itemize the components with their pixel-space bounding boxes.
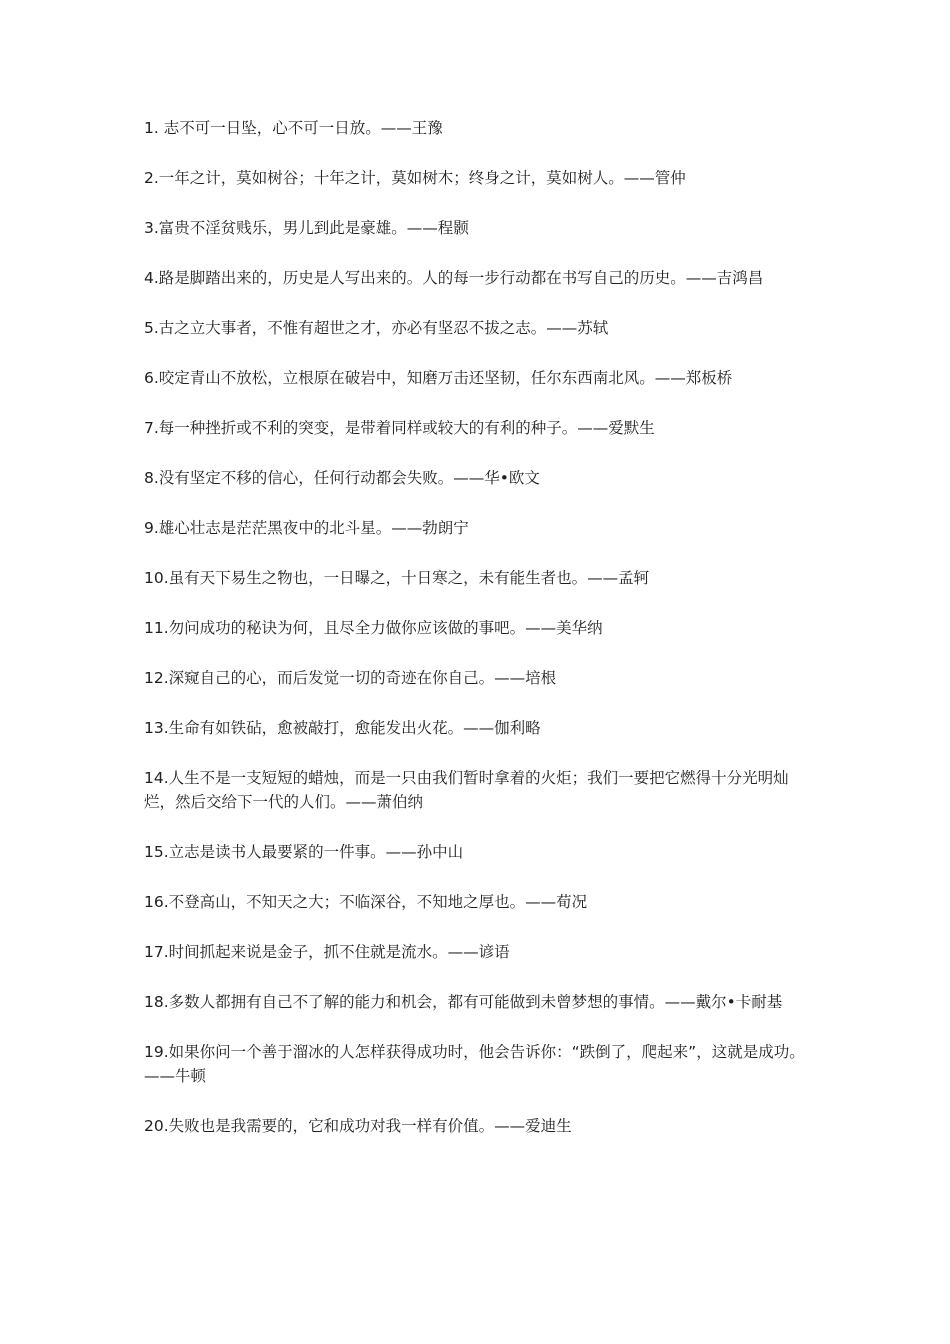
quote-item-8: 8.没有坚定不移的信心，任何行动都会失败。——华•欧文 bbox=[144, 469, 540, 487]
quote-list bbox=[144, 116, 808, 1164]
quote-item-9: 9.雄心壮志是茫茫黑夜中的北斗星。——勃朗宁 bbox=[144, 519, 469, 537]
quote-item-1: 1. 志不可一日坠，心不可一日放。——王豫 bbox=[144, 119, 443, 137]
quote-item-16: 16.不登高山，不知天之大；不临深谷，不知地之厚也。——荀况 bbox=[144, 893, 588, 911]
quote-item-5: 5.古之立大事者，不惟有超世之才，亦必有坚忍不拔之志。——苏轼 bbox=[144, 319, 609, 337]
quote-item-17: 17.时间抓起来说是金子，抓不住就是流水。——谚语 bbox=[144, 943, 510, 961]
quote-item-2: 2.一年之计，莫如树谷；十年之计，莫如树木；终身之计，莫如树人。——管仲 bbox=[144, 169, 686, 187]
quote-item-13: 13.生命有如铁砧，愈被敲打，愈能发出火花。——伽利略 bbox=[144, 719, 541, 737]
quote-item-7: 7.每一种挫折或不利的突变，是带着同样或较大的有利的种子。——爱默生 bbox=[144, 419, 655, 437]
quote-item-12: 12.深窥自己的心，而后发觉一切的奇迹在你自己。——培根 bbox=[144, 669, 557, 687]
quote-item-19: 19.如果你问一个善于溜冰的人怎样获得成功时，他会告诉你：“跌倒了，爬起来”，这就是成功。——牛顿 bbox=[144, 1043, 805, 1085]
quote-item-10: 10.虽有天下易生之物也，一日曝之，十日寒之，未有能生者也。——孟轲 bbox=[144, 569, 650, 587]
quote-item-15: 15.立志是读书人最要紧的一件事。——孙中山 bbox=[144, 843, 464, 861]
quote-item-4: 4.路是脚踏出来的，历史是人写出来的。人的每一步行动都在书写自己的历史。——吉鸿昌 bbox=[144, 269, 764, 287]
quote-item-18: 18.多数人都拥有自己不了解的能力和机会，都有可能做到未曾梦想的事情。——戴尔•卡耐基 bbox=[144, 993, 783, 1011]
quote-item-3: 3.富贵不淫贫贱乐，男儿到此是豪雄。——程颢 bbox=[144, 219, 469, 237]
quote-item-20: 20.失败也是我需要的，它和成功对我一样有价值。——爱迪生 bbox=[144, 1117, 572, 1135]
quote-item-14: 14.人生不是一支短短的蜡烛，而是一只由我们暂时拿着的火炬；我们一要把它燃得十分光明灿烂，然后交给下一代的人们。——萧伯纳 bbox=[144, 769, 789, 811]
quote-item-6: 6.咬定青山不放松，立根原在破岩中，知磨万击还坚韧，任尔东西南北风。——郑板桥 bbox=[144, 369, 733, 387]
quote-item-11: 11.勿问成功的秘诀为何，且尽全力做你应该做的事吧。——美华纳 bbox=[144, 619, 603, 637]
